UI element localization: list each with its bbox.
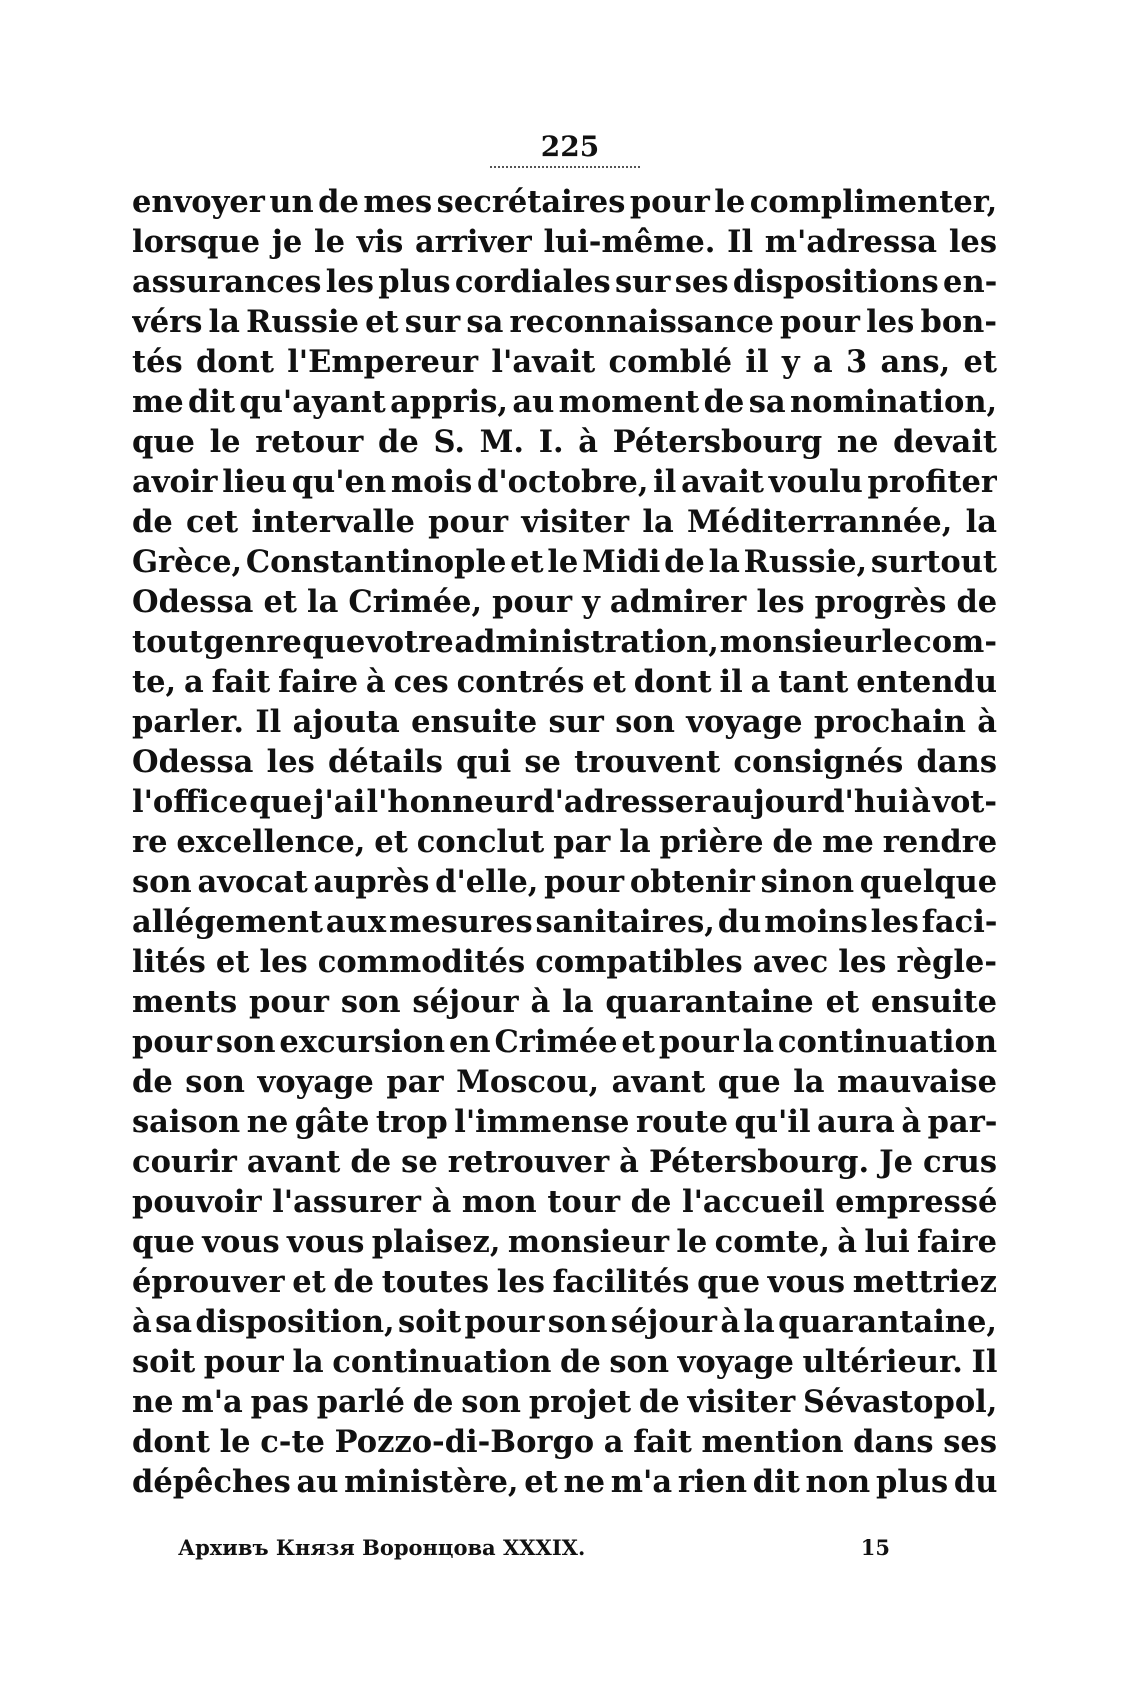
text-line: vérs la Russie et sur sa reconnaissance pour les bon-	[132, 304, 997, 340]
text-line: Odessa et la Crimée, pour y admirer les progrès de	[132, 584, 997, 620]
text-line: son avocat auprès d'elle, pour obtenir sinon quelque	[132, 864, 997, 900]
page-footer	[178, 1535, 938, 1560]
text-line: ne m'a pas parlé de son projet de visiter Sévastopol,	[132, 1384, 997, 1420]
text-line: de son voyage par Moscou, avant que la mauvaise	[132, 1064, 997, 1100]
text-line: assurances les plus cordiales sur ses dispositions en-	[132, 264, 997, 300]
text-line: saison ne gâte trop l'immense route qu'il aura à par-	[132, 1104, 997, 1140]
text-line: lités et les commodités compatibles avec les règle-	[132, 944, 997, 980]
text-line: que le retour de S. M. I. à Pétersbourg ne devait	[132, 424, 997, 460]
text-line: avoir lieu qu'en mois d'octobre, il avait voulu profiter	[132, 464, 997, 500]
text-line: de cet intervalle pour visiter la Méditerrannée, la	[132, 504, 997, 540]
page-number-ornament	[490, 158, 640, 168]
text-line: dont le c-te Pozzo-di-Borgo a fait mention dans ses	[132, 1424, 997, 1460]
text-line: tout genre que votre administration, monsieur le com-	[132, 624, 997, 660]
text-line: que vous vous plaisez, monsieur le comte, à lui faire	[132, 1224, 997, 1260]
text-line: dépêches au ministère, et ne m'a rien dit non plus du	[132, 1464, 997, 1500]
text-line: à sa disposition, soit pour son séjour à la quarantaine,	[132, 1304, 997, 1340]
text-line: envoyer un de mes secrétaires pour le complimenter,	[132, 184, 997, 220]
page-number: 225	[540, 130, 600, 163]
text-line: ments pour son séjour à la quarantaine et ensuite	[132, 984, 997, 1020]
text-line: lorsque je le vis arriver lui-même. Il m'adressa les	[132, 224, 997, 260]
text-line: allégement aux mesures sanitaires, du moins les faci-	[132, 904, 997, 940]
signature-mark: 15	[860, 1535, 890, 1560]
text-line: pour son excursion en Crimée et pour la continuation	[132, 1024, 997, 1060]
text-line: te, a fait faire à ces contrés et dont il a tant entendu	[132, 664, 997, 700]
text-line: courir avant de se retrouver à Pétersbourg. Je crus	[132, 1144, 997, 1180]
text-line: re excellence, et conclut par la prière de me rendre	[132, 824, 997, 860]
text-line: me dit qu'ayant appris, au moment de sa nomination,	[132, 384, 997, 420]
text-line: Odessa les détails qui se trouvent consignés dans	[132, 744, 997, 780]
text-line: soit pour la continuation de son voyage ultérieur. Il	[132, 1344, 997, 1380]
archive-title: Архивъ Князя Воронцова XXXIX.	[178, 1535, 586, 1560]
text-line: Grèce, Constantinople et le Midi de la Russie, surtout	[132, 544, 997, 580]
body-text	[132, 182, 997, 1502]
text-line: parler. Il ajouta ensuite sur son voyage prochain à	[132, 704, 997, 740]
text-line: tés dont l'Empereur l'avait comblé il y a 3 ans, et	[132, 344, 997, 380]
text-line: éprouver et de toutes les facilités que vous mettriez	[132, 1264, 997, 1300]
text-line: pouvoir l'assurer à mon tour de l'accueil empressé	[132, 1184, 997, 1220]
text-line: l'office que j'ai l'honneur d'adresser aujourd'hui à vot-	[132, 784, 997, 820]
